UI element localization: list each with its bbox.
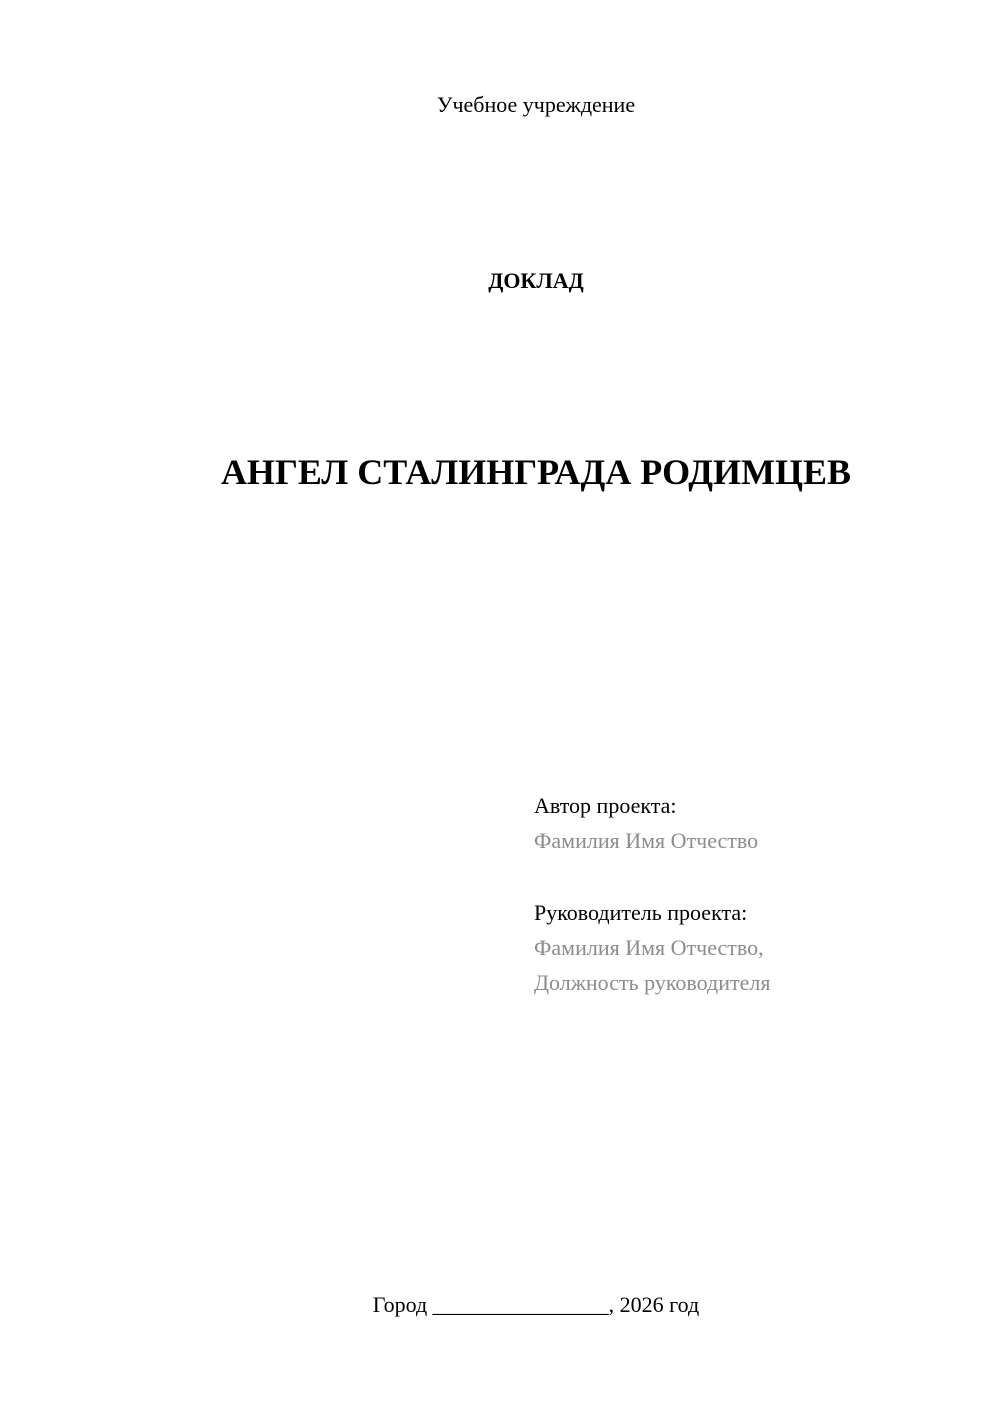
project-info-block bbox=[534, 788, 974, 1000]
city-blank: ________________ bbox=[432, 1292, 609, 1317]
supervisor-position: Должность руководителя bbox=[534, 970, 771, 995]
author-label: Автор проекта: bbox=[534, 793, 677, 818]
document-type: ДОКЛАД bbox=[488, 268, 584, 293]
year-text: , 2026 год bbox=[608, 1292, 700, 1317]
supervisor-name: Фамилия Имя Отчество, bbox=[534, 935, 764, 960]
city-year-line bbox=[0, 1290, 1000, 1320]
city-label: Город bbox=[372, 1292, 428, 1317]
author-name: Фамилия Имя Отчество bbox=[534, 828, 759, 853]
supervisor-label: Руководитель проекта: bbox=[534, 900, 748, 925]
document-title: АНГЕЛ СТАЛИНГРАДА РОДИМЦЕВ bbox=[220, 452, 852, 492]
info-spacer bbox=[534, 858, 974, 895]
institution-name: Учебное учреждение bbox=[436, 92, 636, 117]
